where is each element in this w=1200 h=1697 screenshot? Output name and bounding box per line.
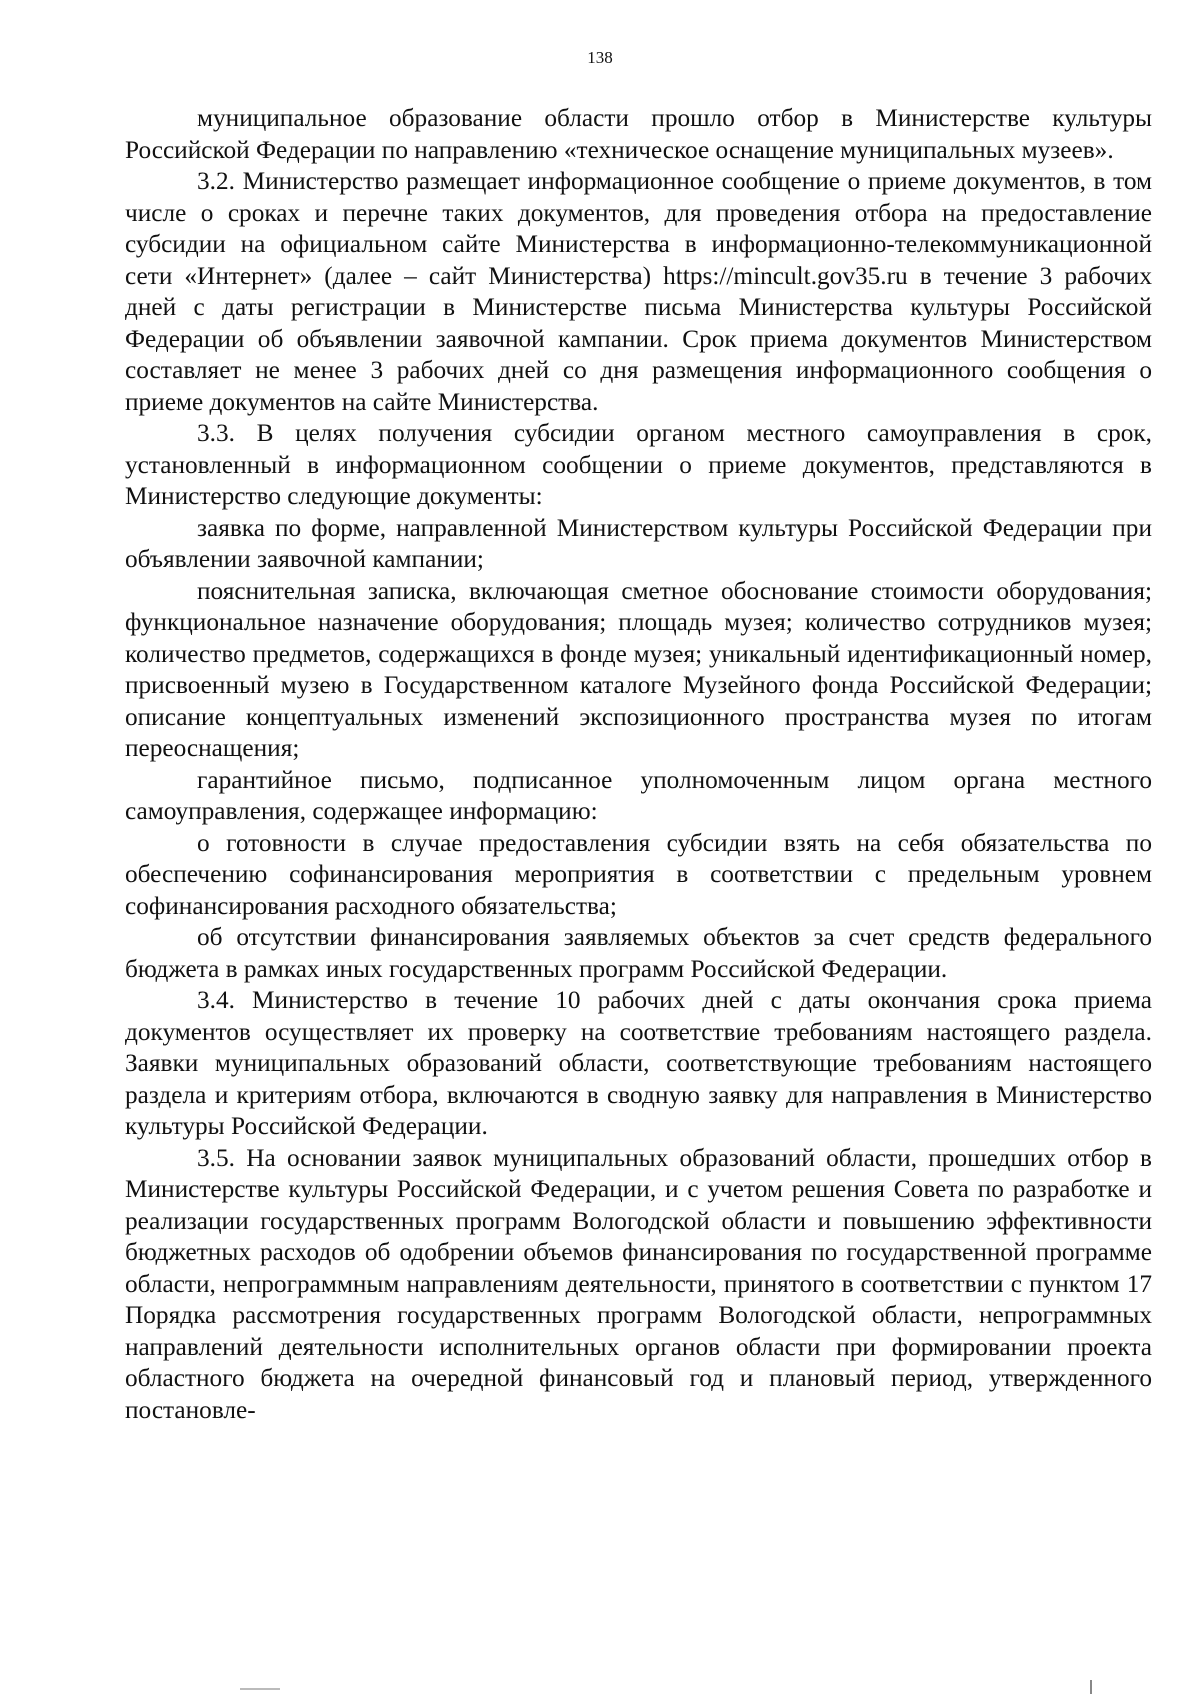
list-item-explanatory-note: пояснительная записка, включающая сметное обоснование стоимости оборудования; функциональное назначение оборудования; площадь музея; количество сотрудников музея; количество предметов, содержащихся в фонде музея; уникальный идентификационный номер, присвоенный музею в Государственном каталоге Музейного фонда Российской Федерации; описание концептуальных изменений экспозиционного пространства музея по итогам переоснащения; xyxy=(125,576,1152,762)
list-subitem-readiness: о готовности в случае предоставления субсидии взять на себя обязательства по обеспечению софинансирования мероприятия в соответствии с предельным уровнем софинансирования расходного обязательства; xyxy=(125,828,1152,920)
paragraph-3-5: 3.5. На основании заявок муниципальных образований области, прошедших отбор в Министерстве культуры Российской Федерации, и с учетом решения Совета по разработке и реализации государственных программ Вологодской области и повышению эффективности бюджетных расходов об одобрении объемов финансирования по государственной программе области, непрограммным направлениям деятельности, принятого в соответствии с пунктом 17 Порядка рассмотрения государственных программ Вологодской области, непрограммных направлений деятельности исполнительных органов области при формировании проекта областного бюджета на очередной финансовый год и плановый период, утвержденного постановле- xyxy=(125,1143,1152,1424)
list-item-application: заявка по форме, направленной Министерством культуры Российской Федерации при объявлении заявочной кампании; xyxy=(125,513,1152,573)
scan-artifact xyxy=(240,1688,280,1690)
scan-artifact xyxy=(1090,1680,1092,1694)
paragraph-3-4: 3.4. Министерство в течение 10 рабочих дней с даты окончания срока приема документов осуществляет их проверку на соответствие требованиям настоящего раздела. Заявки муниципальных образований области, соответствующие требованиям настоящего раздела и критериям отбора, включаются в сводную заявку для направления в Министерство культуры Российской Федерации. xyxy=(125,986,1152,1140)
paragraph-3-3: 3.3. В целях получения субсидии органом местного самоуправления в срок, установленный в информационном сообщении о приеме документов, представляются в Министерство следующие документы: xyxy=(125,419,1152,510)
list-subitem-no-funding: об отсутствии финансирования заявляемых объектов за счет средств федерального бюджета в рамках иных государственных программ Российской Федерации. xyxy=(125,923,1152,983)
paragraph-continuation: муниципальное образование области прошло отбор в Министерстве культуры Российской Федерации по направлению «техническое оснащение муниципальных музеев». xyxy=(125,104,1152,164)
document-body xyxy=(125,103,1152,1426)
page-number: 138 xyxy=(587,48,613,67)
list-item-guarantee-letter: гарантийное письмо, подписанное уполномоченным лицом органа местного самоуправления, содержащее информацию: xyxy=(125,765,1152,825)
paragraph-3-2: 3.2. Министерство размещает информационное сообщение о приеме документов, в том числе о сроках и перечне таких документов, для проведения отбора на предоставление субсидии на официальном сайте Министерства в информационно-телекоммуникационной сети «Интернет» (далее – сайт Министерства) https://mincult.gov35.ru в течение 3 рабочих дней с даты регистрации в Министерстве письма Министерства культуры Российской Федерации об объявлении заявочной кампании. Срок приема документов Министерством составляет не менее 3 рабочих дней со дня размещения информационного сообщения о приеме документов на сайте Министерства. xyxy=(125,167,1152,416)
